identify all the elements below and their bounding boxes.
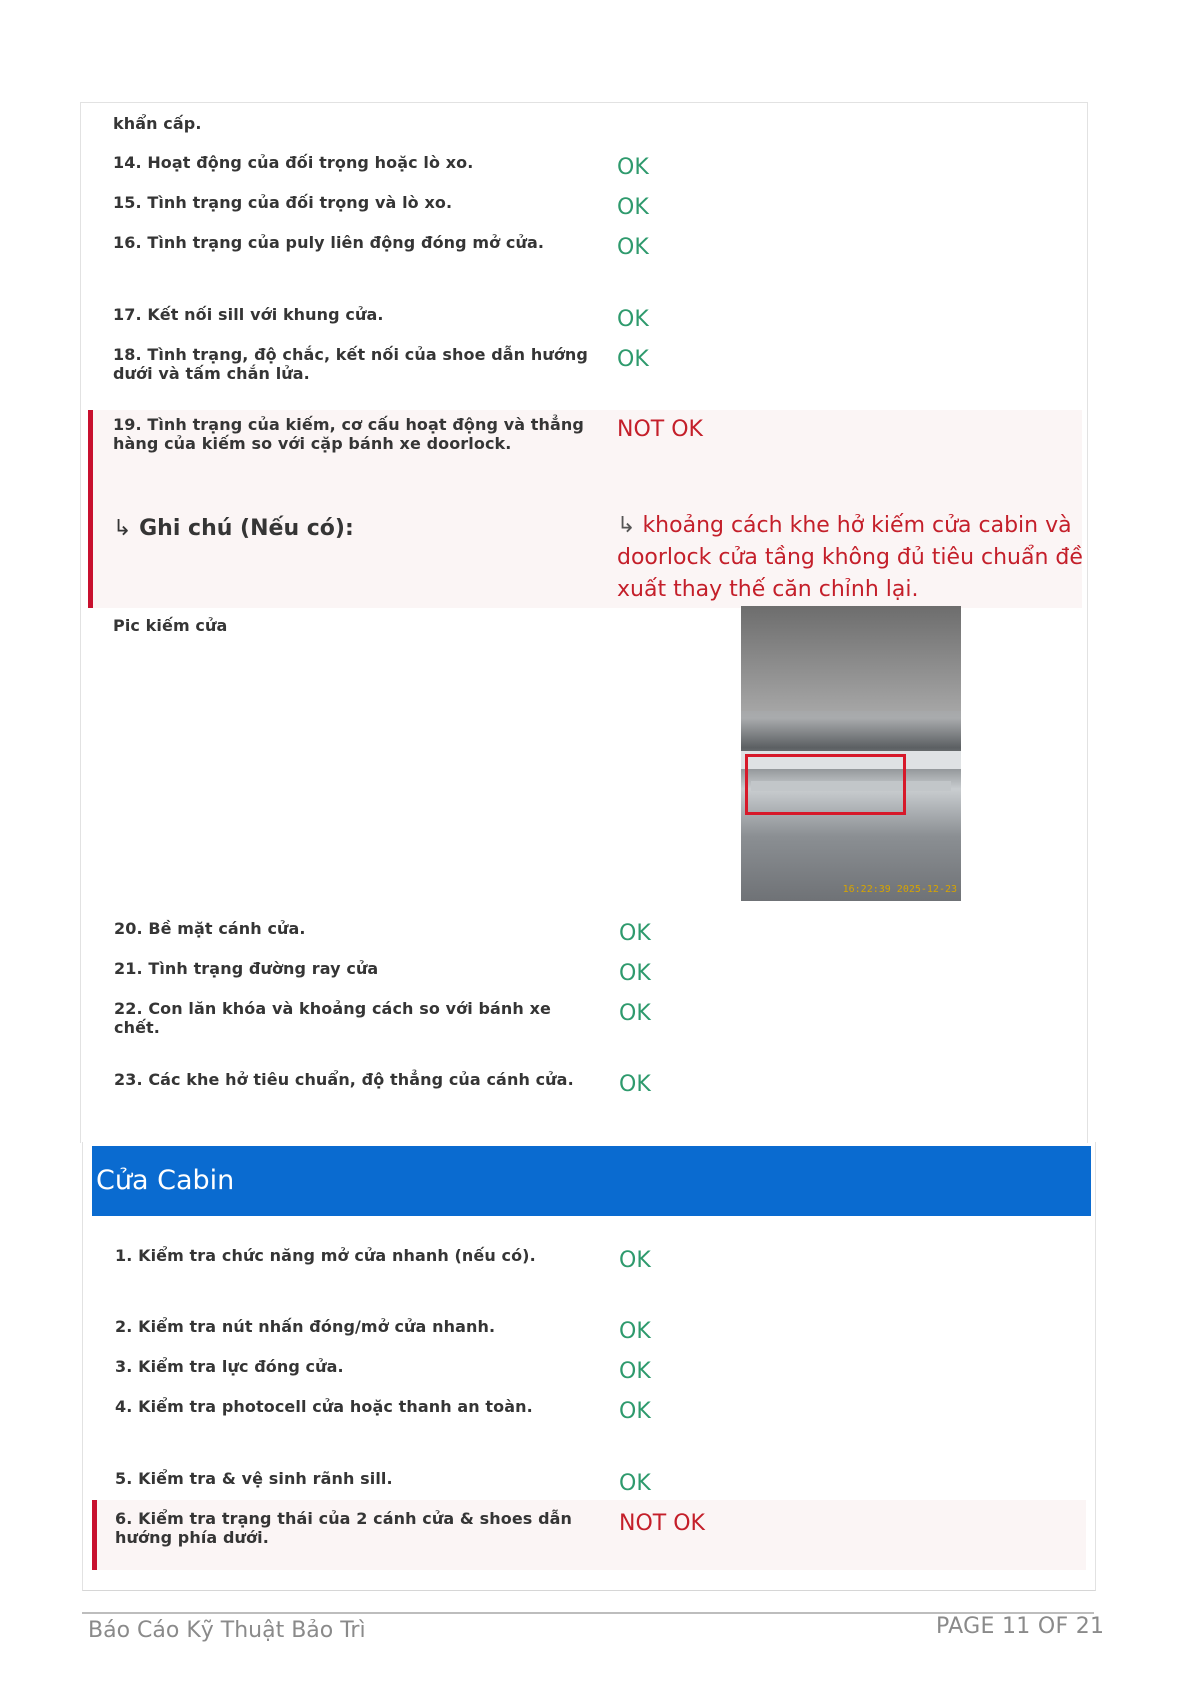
item-15-question: 15. Tình trạng của đối trọng và lò xo. xyxy=(113,193,453,212)
note-text xyxy=(617,510,1087,606)
item-23-status: OK xyxy=(619,1072,651,1097)
not-ok-marker xyxy=(92,1500,97,1570)
highlight-box xyxy=(745,754,906,815)
not-ok-marker xyxy=(88,410,93,608)
item-18-status: OK xyxy=(617,347,649,372)
item-17-question: 17. Kết nối sill với khung cửa. xyxy=(113,305,384,324)
item-14-question: 14. Hoạt động của đối trọng hoặc lò xo. xyxy=(113,153,474,172)
cabin-item-2-question: 2. Kiểm tra nút nhấn đóng/mở cửa nhanh. xyxy=(115,1317,496,1336)
footer-page-number: PAGE 11 OF 21 xyxy=(936,1614,1105,1639)
section-header-cabin-door xyxy=(92,1146,1091,1216)
item-18-question: 18. Tình trạng, độ chắc, kết nối của shoe dẫn hướng dưới và tấm chắn lửa. xyxy=(113,345,588,383)
item-14-status: OK xyxy=(617,155,649,180)
item-21-status: OK xyxy=(619,961,651,986)
note-text-body: khoảng cách khe hở kiếm cửa cabin và doorlock cửa tầng không đủ tiêu chuẩn đề xuất thay thế căn chỉnh lại. xyxy=(617,513,1083,602)
cabin-item-4-question: 4. Kiểm tra photocell cửa hoặc thanh an toàn. xyxy=(115,1397,533,1416)
door-vane-photo xyxy=(741,606,961,901)
item-22-status: OK xyxy=(619,1001,651,1026)
item-19-status: NOT OK xyxy=(617,417,703,442)
item-23-question: 23. Các khe hở tiêu chuẩn, độ thẳng của cánh cửa. xyxy=(114,1070,574,1089)
item-19-question: 19. Tình trạng của kiếm, cơ cấu hoạt động và thẳng hàng của kiếm so với cặp bánh xe doorlock. xyxy=(113,415,584,453)
section-title: Cửa Cabin xyxy=(96,1165,235,1196)
pic-label: Pic kiếm cửa xyxy=(113,616,228,635)
note-label xyxy=(113,513,354,545)
cabin-item-6-question: 6. Kiểm tra trạng thái của 2 cánh cửa & shoes dẫn hướng phía dưới. xyxy=(115,1509,573,1547)
cabin-item-2-status: OK xyxy=(619,1319,651,1344)
cabin-item-1-status: OK xyxy=(619,1248,651,1273)
cabin-item-3-question: 3. Kiểm tra lực đóng cửa. xyxy=(115,1357,344,1376)
item-20-question: 20. Bề mặt cánh cửa. xyxy=(114,919,306,938)
item-22-question: 22. Con lăn khóa và khoảng cách so với bánh xe chết. xyxy=(114,999,551,1037)
return-arrow-icon: ↳ xyxy=(113,516,132,541)
item-20-status: OK xyxy=(619,921,651,946)
cabin-item-6-status: NOT OK xyxy=(619,1511,705,1536)
cabin-item-1-question: 1. Kiểm tra chức năng mở cửa nhanh (nếu có). xyxy=(115,1246,536,1265)
photo-timestamp: 16:22:39 2025-12-23 xyxy=(842,884,957,895)
item-16-question: 16. Tình trạng của puly liên động đóng mở cửa. xyxy=(113,233,545,252)
return-arrow-icon: ↳ xyxy=(617,513,636,538)
item-16-status: OK xyxy=(617,235,649,260)
cabin-item-3-status: OK xyxy=(619,1359,651,1384)
item-15-status: OK xyxy=(617,195,649,220)
cabin-item-5-status: OK xyxy=(619,1471,651,1496)
note-label-text: Ghi chú (Nếu có): xyxy=(139,516,354,541)
footer-report-title: Báo Cáo Kỹ Thuật Bảo Trì xyxy=(88,1618,366,1643)
item-21-question: 21. Tình trạng đường ray cửa xyxy=(114,959,379,978)
item-17-status: OK xyxy=(617,307,649,332)
cabin-item-5-question: 5. Kiểm tra & vệ sinh rãnh sill. xyxy=(115,1469,393,1488)
cabin-item-4-status: OK xyxy=(619,1399,651,1424)
carryover-text: khẩn cấp. xyxy=(113,114,202,133)
